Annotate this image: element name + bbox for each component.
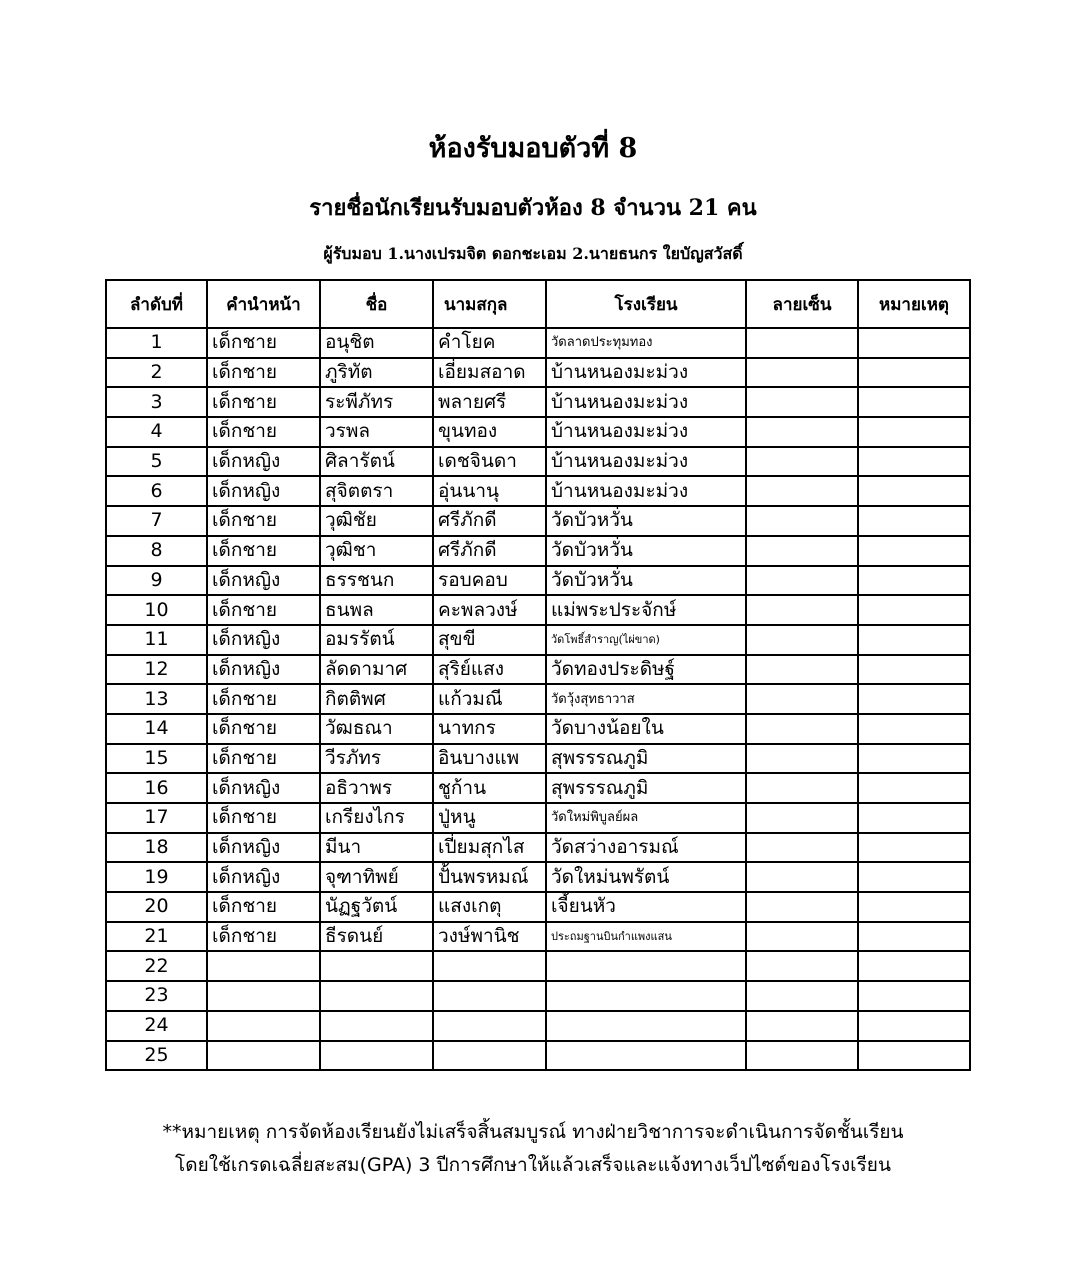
cell-no: 22 <box>106 951 207 981</box>
cell-prefix: เด็กชาย <box>207 714 320 744</box>
cell-remark <box>858 922 970 952</box>
cell-no: 19 <box>106 862 207 892</box>
table-row <box>106 773 970 803</box>
column-header-remark: หมายเหตุ <box>858 280 970 328</box>
cell-school: บ้านหนองมะม่วง <box>546 447 746 477</box>
cell-surname: แก้วมณี <box>433 684 546 714</box>
cell-no: 6 <box>106 476 207 506</box>
table-row <box>106 476 970 506</box>
cell-signature <box>746 833 858 863</box>
cell-remark <box>858 566 970 596</box>
footnote-line-2: โดยใช้เกรดเฉลี่ยสะสม(GPA) 3 ปีการศึกษาให้แล้วเสร็จและแจ้งทางเว็ปไซต์ของโรงเรียน <box>175 1154 891 1176</box>
cell-name: ธรรชนก <box>320 566 433 596</box>
table-row <box>106 625 970 655</box>
cell-no: 5 <box>106 447 207 477</box>
cell-no: 7 <box>106 506 207 536</box>
cell-no: 3 <box>106 387 207 417</box>
cell-prefix: เด็กหญิง <box>207 833 320 863</box>
cell-surname <box>433 951 546 981</box>
cell-school: วัดทองประดิษฐ์ <box>546 655 746 685</box>
cell-school: วัดบัวหวั่น <box>546 506 746 536</box>
table-row <box>106 566 970 596</box>
cell-signature <box>746 981 858 1011</box>
cell-prefix: เด็กชาย <box>207 358 320 388</box>
column-header-name: ชื่อ <box>320 280 433 328</box>
cell-name <box>320 951 433 981</box>
cell-signature <box>746 506 858 536</box>
cell-prefix: เด็กหญิง <box>207 862 320 892</box>
cell-surname: ปั้นพรหมณ์ <box>433 862 546 892</box>
cell-prefix <box>207 981 320 1011</box>
cell-surname <box>433 981 546 1011</box>
cell-remark <box>858 1011 970 1041</box>
cell-signature <box>746 684 858 714</box>
cell-prefix: เด็กหญิง <box>207 566 320 596</box>
cell-signature <box>746 358 858 388</box>
cell-name: ระพีภัทร <box>320 387 433 417</box>
cell-no: 16 <box>106 773 207 803</box>
table-row <box>106 387 970 417</box>
cell-name: ธีรดนย์ <box>320 922 433 952</box>
cell-name: วุฒิชัย <box>320 506 433 536</box>
cell-no: 24 <box>106 1011 207 1041</box>
cell-signature <box>746 1041 858 1071</box>
cell-prefix: เด็กชาย <box>207 536 320 566</box>
cell-name: ธนพล <box>320 595 433 625</box>
cell-school: วัดวุ้งสุทธาวาส <box>546 684 746 714</box>
cell-surname: เดชจินดา <box>433 447 546 477</box>
cell-surname: พลายศรี <box>433 387 546 417</box>
cell-school: บ้านหนองมะม่วง <box>546 417 746 447</box>
cell-signature <box>746 417 858 447</box>
cell-surname: รอบคอบ <box>433 566 546 596</box>
cell-no: 13 <box>106 684 207 714</box>
cell-surname: คำโยค <box>433 328 546 358</box>
cell-remark <box>858 625 970 655</box>
cell-no: 18 <box>106 833 207 863</box>
cell-name: ลัดดามาศ <box>320 655 433 685</box>
table-row <box>106 328 970 358</box>
page-title: ห้องรับมอบตัวที่ 8 <box>428 133 638 164</box>
table-row <box>106 358 970 388</box>
cell-no: 21 <box>106 922 207 952</box>
cell-remark <box>858 655 970 685</box>
cell-school: ประถมฐานบินกำแพงแสน <box>546 922 746 952</box>
cell-school: เจี้ยนหัว <box>546 892 746 922</box>
cell-no: 1 <box>106 328 207 358</box>
cell-remark <box>858 387 970 417</box>
cell-prefix: เด็กชาย <box>207 387 320 417</box>
cell-prefix: เด็กหญิง <box>207 625 320 655</box>
table-row <box>106 1011 970 1041</box>
cell-prefix: เด็กชาย <box>207 417 320 447</box>
cell-prefix: เด็กชาย <box>207 595 320 625</box>
cell-school: วัดใหม่นพรัตน์ <box>546 862 746 892</box>
cell-surname: ปู่หนู <box>433 803 546 833</box>
cell-remark <box>858 417 970 447</box>
cell-signature <box>746 951 858 981</box>
cell-school <box>546 1041 746 1071</box>
cell-surname: เปี่ยมสุกไส <box>433 833 546 863</box>
cell-surname <box>433 1011 546 1041</box>
cell-name: อธิวาพร <box>320 773 433 803</box>
cell-signature <box>746 625 858 655</box>
table-row <box>106 803 970 833</box>
table-body <box>106 328 970 1070</box>
cell-remark <box>858 833 970 863</box>
cell-signature <box>746 744 858 774</box>
cell-no: 20 <box>106 892 207 922</box>
table-header-row <box>106 280 970 328</box>
cell-name: สุจิตตรา <box>320 476 433 506</box>
cell-name: วีรภัทร <box>320 744 433 774</box>
column-header-signature: ลายเซ็น <box>746 280 858 328</box>
cell-surname: สุขขี <box>433 625 546 655</box>
cell-school: วัดบางน้อยใน <box>546 714 746 744</box>
cell-remark <box>858 684 970 714</box>
cell-surname: อินบางแพ <box>433 744 546 774</box>
cell-name: นัฏฐวัตน์ <box>320 892 433 922</box>
cell-signature <box>746 803 858 833</box>
cell-signature <box>746 447 858 477</box>
cell-surname: นาทกร <box>433 714 546 744</box>
cell-no: 17 <box>106 803 207 833</box>
table-row <box>106 447 970 477</box>
cell-remark <box>858 892 970 922</box>
cell-name: จุฑาทิพย์ <box>320 862 433 892</box>
cell-surname: สุริย์แสง <box>433 655 546 685</box>
table-row <box>106 892 970 922</box>
column-header-prefix: คำนำหน้า <box>207 280 320 328</box>
cell-school: วัดโพธิ์สำราญ(ไผ่ขาด) <box>546 625 746 655</box>
cell-name: อนุชิต <box>320 328 433 358</box>
cell-remark <box>858 773 970 803</box>
cell-prefix: เด็กชาย <box>207 328 320 358</box>
cell-school: แม่พระประจักษ์ <box>546 595 746 625</box>
cell-prefix <box>207 1041 320 1071</box>
cell-remark <box>858 536 970 566</box>
cell-school: บ้านหนองมะม่วง <box>546 387 746 417</box>
table-row <box>106 417 970 447</box>
cell-signature <box>746 328 858 358</box>
column-header-no: ลำดับที่ <box>106 280 207 328</box>
cell-remark <box>858 476 970 506</box>
cell-no: 23 <box>106 981 207 1011</box>
cell-signature <box>746 536 858 566</box>
cell-prefix: เด็กชาย <box>207 684 320 714</box>
cell-prefix <box>207 951 320 981</box>
cell-remark <box>858 714 970 744</box>
cell-prefix: เด็กหญิง <box>207 773 320 803</box>
cell-no: 4 <box>106 417 207 447</box>
cell-school: วัดบัวหวั่น <box>546 566 746 596</box>
cell-remark <box>858 328 970 358</box>
table-row <box>106 684 970 714</box>
cell-prefix: เด็กชาย <box>207 506 320 536</box>
cell-school: วัดใหม่พิบูลย์ผล <box>546 803 746 833</box>
cell-remark <box>858 1041 970 1071</box>
cell-prefix: เด็กชาย <box>207 922 320 952</box>
cell-surname: ศรีภักดี <box>433 506 546 536</box>
cell-name: วุฒิชา <box>320 536 433 566</box>
cell-surname: ขุนทอง <box>433 417 546 447</box>
cell-school: บ้านหนองมะม่วง <box>546 358 746 388</box>
cell-no: 9 <box>106 566 207 596</box>
table-row <box>106 951 970 981</box>
cell-surname: วงษ์พานิช <box>433 922 546 952</box>
cell-surname: อุ่นนานุ <box>433 476 546 506</box>
cell-name: วรพล <box>320 417 433 447</box>
cell-no: 8 <box>106 536 207 566</box>
cell-signature <box>746 476 858 506</box>
cell-school <box>546 981 746 1011</box>
table-row <box>106 833 970 863</box>
cell-signature <box>746 595 858 625</box>
cell-signature <box>746 1011 858 1041</box>
table-row <box>106 922 970 952</box>
cell-prefix: เด็กหญิง <box>207 476 320 506</box>
cell-school: วัดสว่างอารมณ์ <box>546 833 746 863</box>
cell-remark <box>858 447 970 477</box>
cell-school <box>546 951 746 981</box>
cell-surname <box>433 1041 546 1071</box>
page-subtitle: รายชื่อนักเรียนรับมอบตัวห้อง 8 จำนวน 21 คน <box>309 195 757 221</box>
table-row <box>106 714 970 744</box>
cell-remark <box>858 981 970 1011</box>
cell-signature <box>746 387 858 417</box>
cell-name <box>320 1041 433 1071</box>
cell-prefix: เด็กหญิง <box>207 447 320 477</box>
cell-signature <box>746 892 858 922</box>
cell-no: 12 <box>106 655 207 685</box>
cell-surname: ศรีภักดี <box>433 536 546 566</box>
receivers-line: ผู้รับมอบ 1.นางเปรมจิต ดอกชะเอม 2.นายธนกร ใยบัญสวัสดิ์ <box>323 244 743 263</box>
cell-remark <box>858 506 970 536</box>
cell-no: 11 <box>106 625 207 655</box>
cell-surname: คะพลวงษ์ <box>433 595 546 625</box>
cell-signature <box>746 922 858 952</box>
cell-name <box>320 981 433 1011</box>
cell-remark <box>858 803 970 833</box>
table-row <box>106 981 970 1011</box>
column-header-surname: นามสกุล <box>433 280 546 328</box>
cell-no: 25 <box>106 1041 207 1071</box>
column-header-school: โรงเรียน <box>546 280 746 328</box>
cell-name: มีนา <box>320 833 433 863</box>
cell-signature <box>746 862 858 892</box>
cell-remark <box>858 595 970 625</box>
cell-prefix: เด็กชาย <box>207 744 320 774</box>
cell-no: 10 <box>106 595 207 625</box>
cell-remark <box>858 951 970 981</box>
cell-name: วัฒธณา <box>320 714 433 744</box>
cell-prefix <box>207 1011 320 1041</box>
cell-name: กิตติพศ <box>320 684 433 714</box>
table-row <box>106 506 970 536</box>
cell-signature <box>746 566 858 596</box>
footnote-line-1: **หมายเหตุ การจัดห้องเรียนยังไม่เสร็จสิ้นสมบูรณ์ ทางฝ่ายวิชาการจะดำเนินการจัดชั้นเรียน <box>162 1121 904 1143</box>
cell-school <box>546 1011 746 1041</box>
cell-school: สุพรรรณภูมิ <box>546 744 746 774</box>
cell-signature <box>746 773 858 803</box>
cell-surname: ชูก้าน <box>433 773 546 803</box>
cell-name <box>320 1011 433 1041</box>
cell-remark <box>858 358 970 388</box>
cell-school: วัดลาดประทุมทอง <box>546 328 746 358</box>
cell-name: ภูริทัต <box>320 358 433 388</box>
table-row <box>106 862 970 892</box>
table-row <box>106 536 970 566</box>
table-row <box>106 595 970 625</box>
cell-name: ศิลารัตน์ <box>320 447 433 477</box>
cell-signature <box>746 655 858 685</box>
cell-school: สุพรรรณภูมิ <box>546 773 746 803</box>
cell-surname: แสงเกตุ <box>433 892 546 922</box>
student-roster-table <box>105 279 971 1071</box>
table-row <box>106 744 970 774</box>
cell-no: 2 <box>106 358 207 388</box>
cell-no: 15 <box>106 744 207 774</box>
cell-name: อมรรัตน์ <box>320 625 433 655</box>
cell-surname: เอี่ยมสอาด <box>433 358 546 388</box>
cell-school: บ้านหนองมะม่วง <box>546 476 746 506</box>
cell-remark <box>858 744 970 774</box>
cell-name: เกรียงไกร <box>320 803 433 833</box>
cell-no: 14 <box>106 714 207 744</box>
cell-school: วัดบัวหวั่น <box>546 536 746 566</box>
table-row <box>106 1041 970 1071</box>
cell-prefix: เด็กหญิง <box>207 655 320 685</box>
cell-prefix: เด็กชาย <box>207 803 320 833</box>
table-row <box>106 655 970 685</box>
cell-remark <box>858 862 970 892</box>
cell-signature <box>746 714 858 744</box>
cell-prefix: เด็กชาย <box>207 892 320 922</box>
